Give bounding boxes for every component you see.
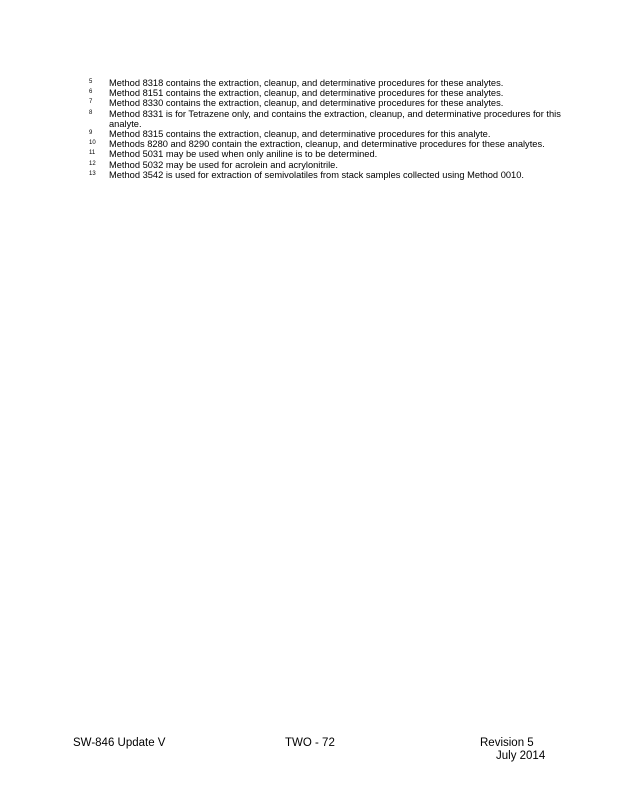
footer-revision: Revision 5 bbox=[480, 737, 534, 749]
footer-document-id: SW-846 Update V bbox=[73, 737, 166, 749]
footnote-number: 13 bbox=[89, 170, 96, 177]
footnote-13 bbox=[86, 170, 566, 180]
footnote-number: 9 bbox=[89, 130, 93, 137]
footnote-10 bbox=[86, 139, 566, 149]
footer-date: July 2014 bbox=[496, 750, 546, 762]
footnote-number: 10 bbox=[89, 140, 96, 147]
footnote-text: Methods 8280 and 8290 contain the extraction, cleanup, and determinative procedures for these analytes. bbox=[109, 139, 545, 150]
footnote-12 bbox=[86, 160, 566, 170]
footnote-number: 8 bbox=[89, 109, 93, 116]
footnote-number: 11 bbox=[89, 150, 96, 157]
footnote-number: 7 bbox=[89, 99, 93, 106]
footnote-text: Method 5032 may be used for acrolein and acrylonitrile. bbox=[109, 159, 338, 170]
footer-page-number: TWO - 72 bbox=[285, 737, 335, 749]
footnote-text: Method 8315 contains the extraction, cleanup, and determinative procedures for this analyte. bbox=[109, 129, 491, 140]
footnote-9 bbox=[86, 129, 566, 139]
footnote-number: 5 bbox=[89, 79, 93, 85]
footnote-text: Method 8318 contains the extraction, cleanup, and determinative procedures for these analytes. bbox=[109, 78, 504, 88]
footnote-8 bbox=[86, 109, 566, 129]
footnote-7 bbox=[86, 98, 566, 108]
footnotes-list bbox=[86, 78, 566, 180]
footnote-6 bbox=[86, 88, 566, 98]
footnote-number: 6 bbox=[89, 89, 93, 96]
footer-revision-block bbox=[480, 737, 560, 763]
footnote-number: 12 bbox=[89, 160, 96, 167]
footnote-text: Method 5031 may be used when only aniline is to be determined. bbox=[109, 149, 378, 160]
footnote-text: Method 8331 is for Tetrazene only, and contains the extraction, cleanup, and determinative procedures for this analyte. bbox=[109, 108, 561, 129]
footnote-11 bbox=[86, 149, 566, 159]
footnote-5 bbox=[86, 78, 566, 88]
footnote-text: Method 3542 is used for extraction of semivolatiles from stack samples collected using Method 0010. bbox=[109, 169, 524, 180]
footnote-text: Method 8330 contains the extraction, cleanup, and determinative procedures for these analytes. bbox=[109, 98, 504, 109]
footnote-text: Method 8151 contains the extraction, cleanup, and determinative procedures for these analytes. bbox=[109, 88, 504, 99]
